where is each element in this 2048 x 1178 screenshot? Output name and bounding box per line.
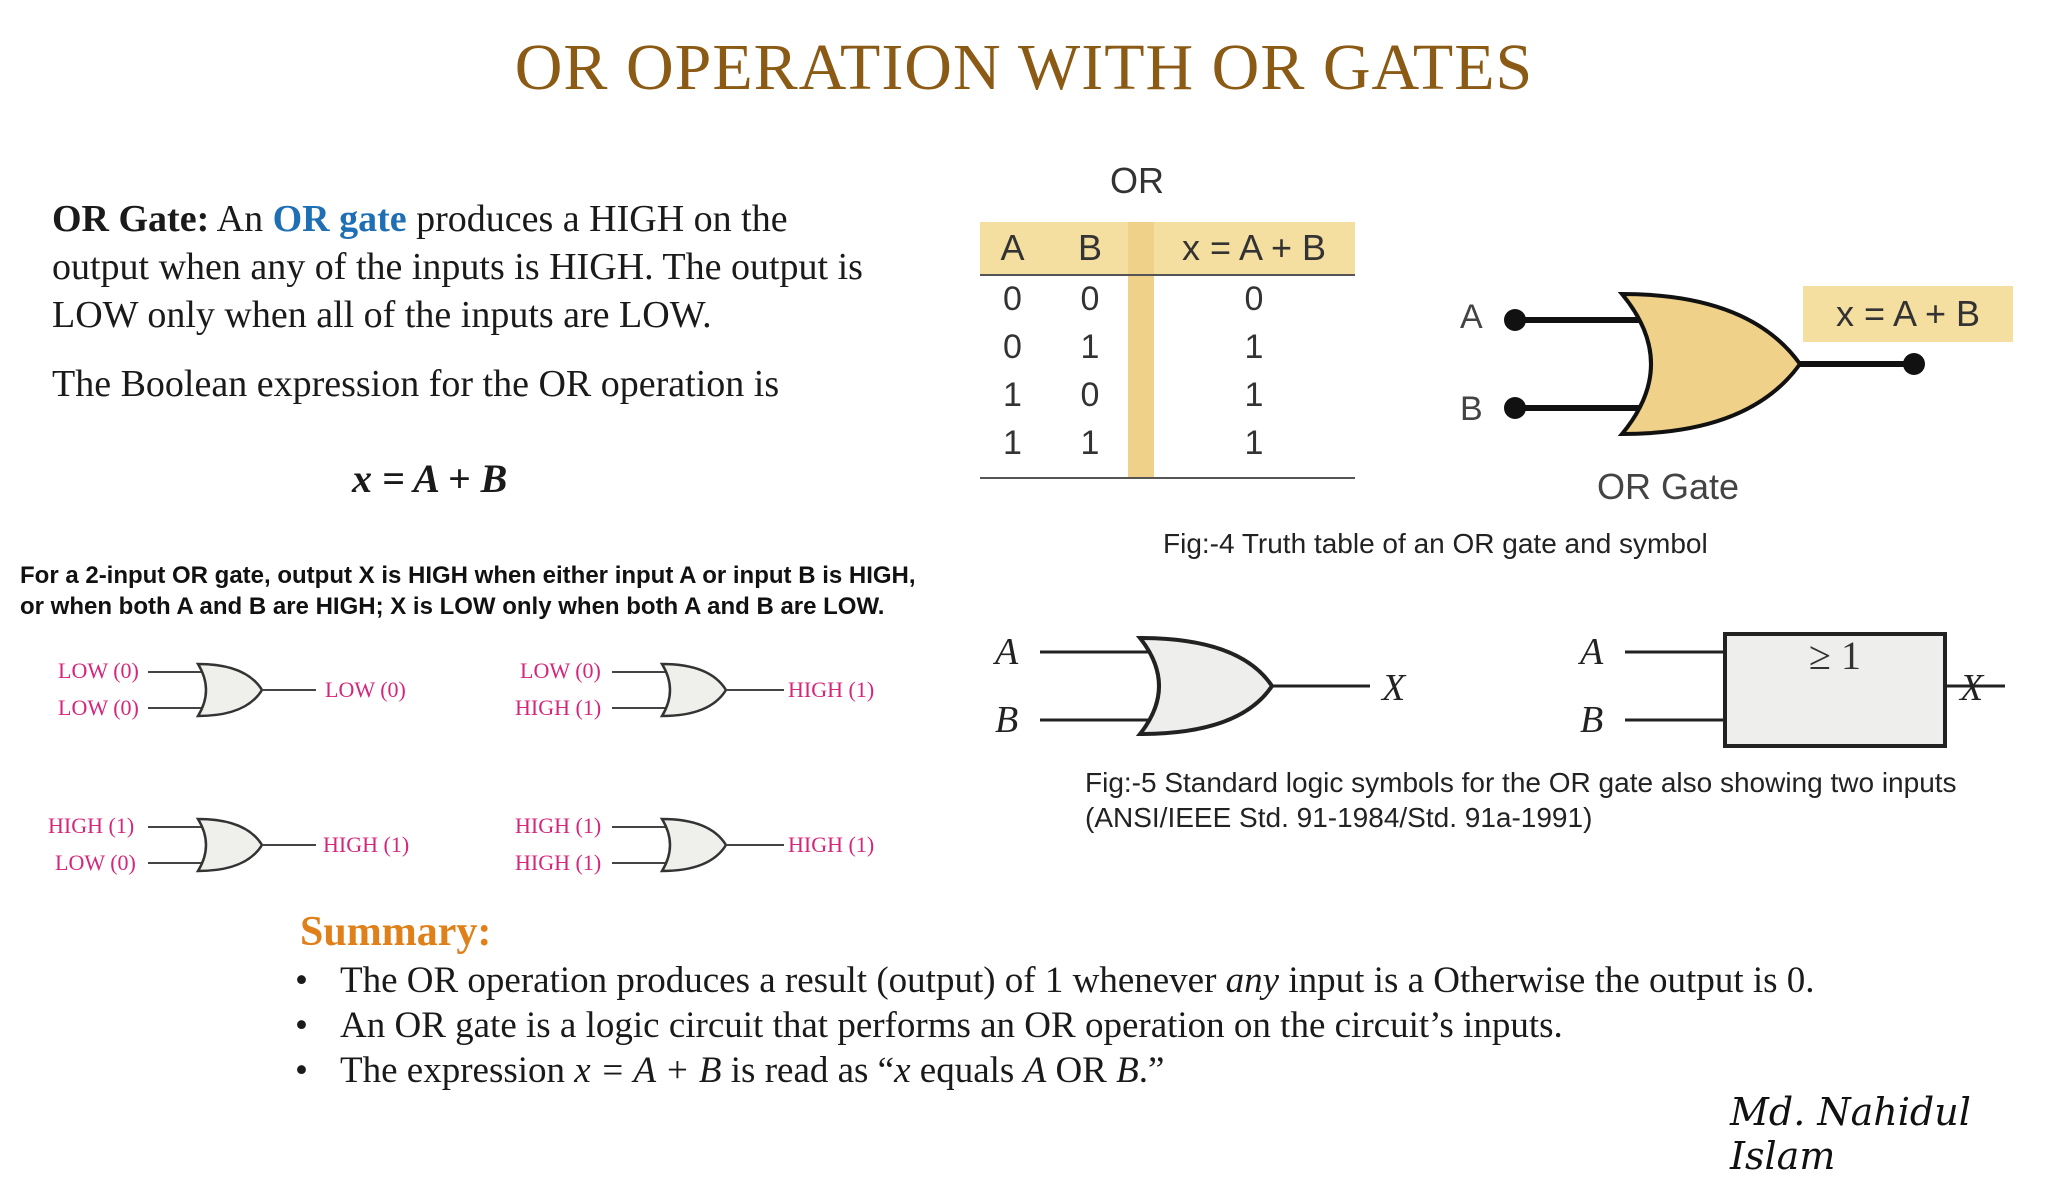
summary-3-or: OR <box>1046 1050 1117 1091</box>
rect-output-x-label: X <box>1960 667 1984 709</box>
cell-r2-b: 0 <box>1080 376 1100 414</box>
or-gate-body <box>1622 294 1800 434</box>
example2-out: HIGH (1) <box>788 677 875 702</box>
cell-r3-b: 1 <box>1080 424 1100 462</box>
truth-table <box>980 222 1355 482</box>
intro-highlight: OR gate <box>272 198 407 240</box>
example1-out: LOW (0) <box>325 677 406 702</box>
summary-3-mid: is read as “ <box>721 1050 895 1091</box>
summary-item-1 <box>295 958 1995 1003</box>
summary-3-a: A <box>1023 1050 1047 1091</box>
summary-list <box>295 958 1995 1093</box>
output-dot <box>1903 353 1925 375</box>
cell-r1-b: 1 <box>1080 328 1100 366</box>
example3-in2: LOW (0) <box>55 850 136 875</box>
truth-table-band <box>1128 222 1154 477</box>
summary-heading: Summary: <box>300 909 492 955</box>
cell-r3-a: 1 <box>1003 424 1022 462</box>
summary-1-em: any <box>1225 960 1280 1001</box>
example4-out: HIGH (1) <box>788 832 875 857</box>
fig5-line-1: Fig:-5 Standard logic symbols for the OR gate also showing two inputs <box>1085 767 1957 798</box>
cell-r2-a: 1 <box>1003 376 1022 414</box>
std-input-a-label: A <box>995 631 1019 673</box>
summary-item-3 <box>295 1048 1995 1093</box>
summary-item-2: • An OR gate is a logic circuit that performs an OR operation on the circuit’s inputs. <box>295 1003 1995 1048</box>
example2-gate <box>612 660 787 720</box>
example4-in2: HIGH (1) <box>515 850 602 875</box>
example1-gate <box>148 660 318 720</box>
example2-in2: HIGH (1) <box>515 695 602 720</box>
truth-table-title: OR <box>1110 160 1164 201</box>
or-gate-caption: OR Gate <box>1597 466 1740 507</box>
cell-r0-x: 0 <box>1244 280 1264 318</box>
cell-r0-a: 0 <box>1003 280 1022 318</box>
summary-1-post: input is a Otherwise the output is 0. <box>1279 960 1815 1001</box>
distinctive-or-symbol <box>1040 630 1380 750</box>
cell-r1-x: 1 <box>1244 328 1264 366</box>
example1-in2: LOW (0) <box>58 695 139 720</box>
example4-in1: HIGH (1) <box>515 813 602 838</box>
boolean-expression: x = A + B <box>352 456 508 501</box>
cell-r1-a: 0 <box>1003 328 1022 366</box>
rect-input-a-label: A <box>1580 631 1604 673</box>
summary-3-end: .” <box>1138 1050 1165 1091</box>
summary-1-pre: The OR operation produces a result (output) of 1 whenever <box>340 960 1226 1001</box>
example3-gate <box>148 815 318 875</box>
std-output-x-label: X <box>1382 667 1406 709</box>
note-line-1: For a 2-input OR gate, output X is HIGH when either input A or input B is HIGH, <box>20 562 916 589</box>
page-title: OR OPERATION WITH OR GATES <box>514 31 1534 104</box>
header-x: x = A + B <box>1181 227 1327 268</box>
author-signature: Md. Nahidul Islam <box>1730 1090 1971 1178</box>
summary-3-x: x <box>894 1050 911 1091</box>
summary-3-pre: The expression <box>340 1050 575 1091</box>
fig4-caption: Fig:-4 Truth table of an OR gate and symbol <box>1163 528 1708 559</box>
example3-in1: HIGH (1) <box>48 813 135 838</box>
intro-post: produces a HIGH on the output when any of the inputs is HIGH. The output is LOW only when all of the inputs are LOW. <box>52 198 863 336</box>
example2-in1: LOW (0) <box>520 658 601 683</box>
box-label: ≥ 1 <box>1809 633 1861 678</box>
example3-out: HIGH (1) <box>323 832 410 857</box>
rect-input-b-label: B <box>1580 699 1604 741</box>
example4-gate <box>612 815 787 875</box>
std-input-b-label: B <box>995 699 1019 741</box>
gate-output-label: x = A + B <box>1803 286 2013 342</box>
cell-r2-x: 1 <box>1244 376 1264 414</box>
gate-input-a-label: A <box>1460 298 1483 336</box>
truth-table-rule-top <box>980 274 1355 276</box>
boolean-text: The Boolean expression for the OR operation is <box>52 363 780 405</box>
intro-pre: An <box>209 198 273 240</box>
fig5-line-2: (ANSI/IEEE Std. 91-1984/Std. 91a-1991) <box>1085 802 1593 833</box>
intro-label: OR Gate: <box>52 198 210 240</box>
header-a: A <box>1000 227 1025 268</box>
summary-3-expr: x = A + B <box>574 1050 722 1091</box>
summary-3-b: B <box>1116 1050 1139 1091</box>
two-input-note <box>20 560 1000 622</box>
truth-table-rule-bottom <box>980 477 1355 479</box>
example1-in1: LOW (0) <box>58 658 139 683</box>
fig5-caption <box>1085 765 2005 835</box>
cell-r0-b: 0 <box>1080 280 1100 318</box>
summary-3-eq: equals <box>910 1050 1024 1091</box>
cell-r3-x: 1 <box>1244 424 1264 462</box>
note-line-2: or when both A and B are HIGH; X is LOW only when both A and B are LOW. <box>20 593 885 620</box>
gate-input-b-label: B <box>1460 390 1483 428</box>
header-b: B <box>1077 227 1102 268</box>
intro-paragraph <box>52 195 892 339</box>
